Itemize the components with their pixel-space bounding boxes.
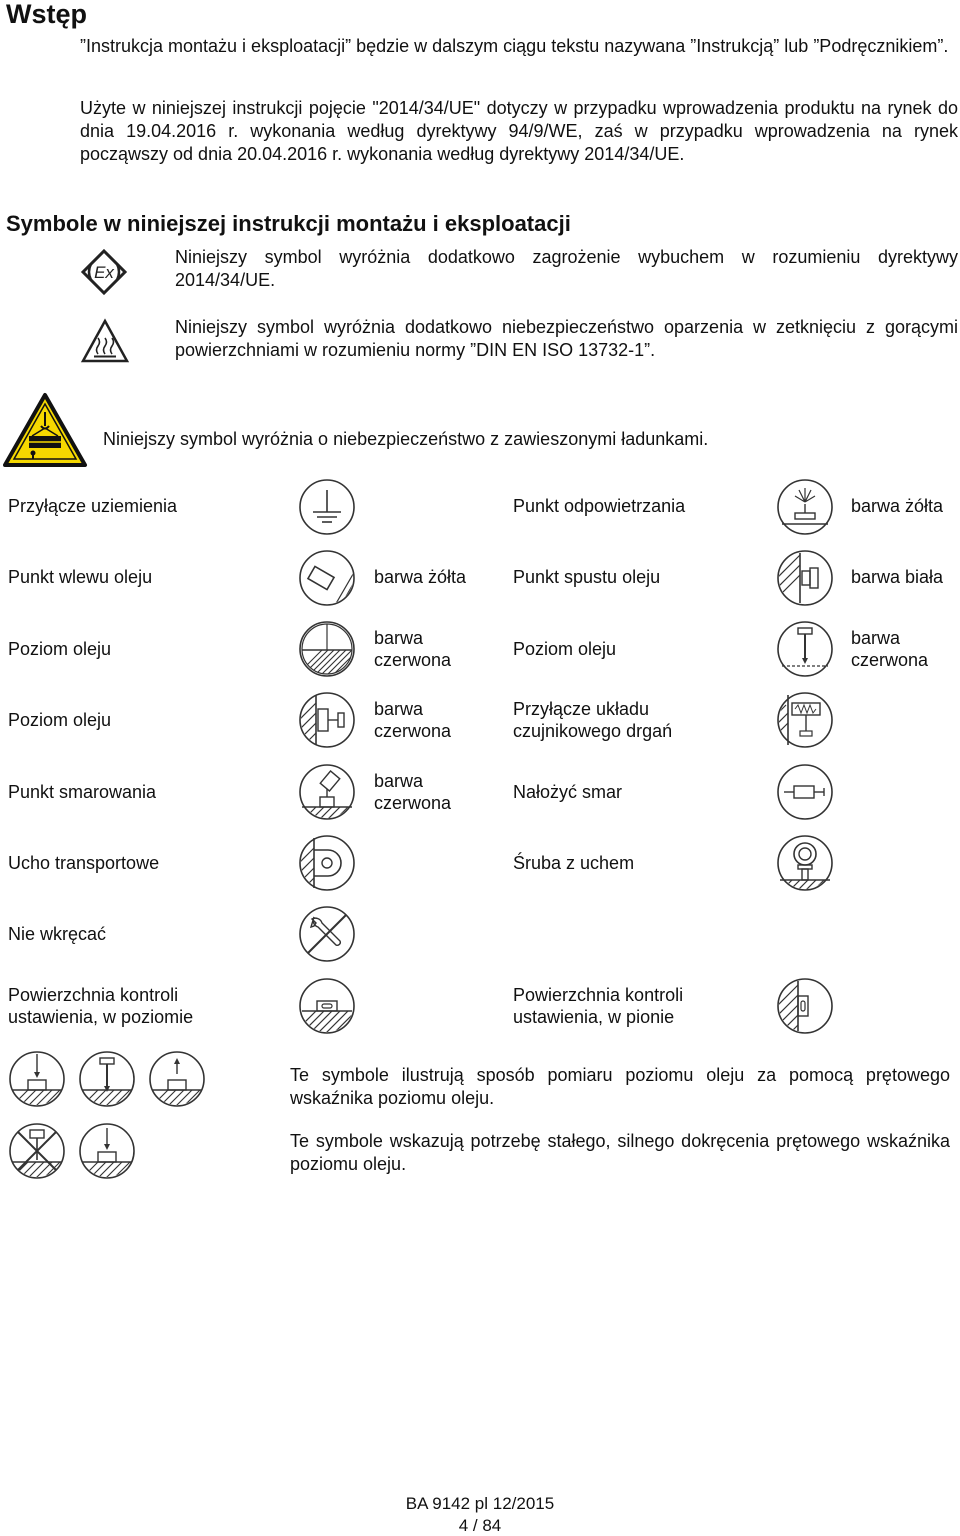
label-vibration-sensor-connection: Przyłącze układu czujnikowego drgań [513, 699, 673, 741]
oil-drain-icon [776, 549, 834, 607]
oil-level-tube-color-note: barwa czerwona [374, 699, 452, 741]
dipstick-measure-icon-3 [148, 1050, 206, 1108]
ex-explosion-icon [80, 248, 128, 296]
dipstick-measure-icon-2 [78, 1050, 136, 1108]
label-vertical-alignment-surface: Powierzchnia kontroli ustawienia, w pionie [513, 985, 684, 1027]
oil-level-tube-icon [298, 691, 356, 749]
eye-bolt-icon [776, 834, 834, 892]
earthing-icon [298, 478, 356, 536]
label-oil-level-tube: Poziom oleju [8, 710, 112, 730]
dipstick-tighten-icon [78, 1122, 136, 1180]
ex-symbol-description: Niniejszy symbol wyróżnia dodatkowo zagrożenie wybuchem w rozumieniu dyrektywy 2014/34/UE. [175, 247, 958, 290]
page-title: Wstęp [6, 0, 87, 29]
intro-paragraph-2: Użyte w niniejszej instrukcji pojęcie "2014/34/UE" dotyczy w przypadku wprowadzenia produktu na rynek do dnia 19.04.2016 r. wykonania według dyrektywy 94/9/WE, zaś w przypadku wprowadzenia na rynek począwszy od dnia 20.04.2016 r. wykonania według dyrektywy 2014/34/UE. [80, 98, 958, 164]
suspended-load-warning-icon [2, 392, 88, 468]
label-oil-level-dipstick: Poziom oleju [513, 639, 617, 659]
intro-paragraph-1: ”Instrukcja montażu i eksploatacji” będzie w dalszym ciągu tekstu nazywana ”Instrukcją” lub ”Podręcznikiem”. [80, 36, 949, 56]
hot-surface-icon [80, 318, 130, 364]
label-do-not-screw-in: Nie wkręcać [8, 924, 107, 944]
symbols-section-title: Symbole w niniejszej instrukcji montażu i eksploatacji [6, 211, 571, 236]
label-lifting-lug: Ucho transportowe [8, 853, 160, 873]
svg-text:Ex: Ex [94, 263, 114, 282]
label-eye-bolt: Śruba z uchem [513, 853, 635, 873]
lifting-lug-icon [298, 834, 356, 892]
footer-page-number: 4 / 84 [458, 1516, 502, 1535]
label-lubrication-point: Punkt smarowania [8, 782, 157, 802]
vertical-alignment-icon [776, 977, 834, 1035]
label-horizontal-alignment-surface: Powierzchnia kontroli ustawienia, w poziomie [8, 985, 194, 1027]
lubrication-point-icon [298, 763, 356, 821]
label-oil-level-sight: Poziom oleju [8, 639, 112, 659]
oil-drain-color-note: barwa biała [851, 567, 944, 587]
oil-level-dipstick-icon [776, 620, 834, 678]
hot-surface-description: Niniejszy symbol wyróżnia dodatkowo niebezpieczeństwo oparzenia w zetknięciu z gorącymi powierzchniami w rozumieniu normy ”DIN EN ISO 13732-1”. [175, 317, 958, 360]
horizontal-alignment-icon [298, 977, 356, 1035]
do-not-screw-icon [298, 905, 356, 963]
dipstick-measure-description: Te symbole ilustrują sposób pomiaru poziomu oleju za pomocą prętowego wskaźnika poziomu oleju. [290, 1065, 950, 1108]
dipstick-tighten-description: Te symbole wskazują potrzebę stałego, silnego dokręcenia prętowego wskaźnika poziomu oleju. [290, 1131, 950, 1174]
dipstick-measure-icon-1 [8, 1050, 66, 1108]
oil-filler-icon [298, 549, 356, 607]
breather-color-note: barwa żółta [851, 496, 944, 516]
lubrication-point-color-note: barwa czerwona [374, 771, 452, 813]
breather-icon [776, 478, 834, 536]
label-apply-grease: Nałożyć smar [513, 782, 623, 802]
label-breather-point: Punkt odpowietrzania [513, 496, 686, 516]
label-oil-filler: Punkt wlewu oleju [8, 567, 153, 587]
dipstick-do-not-loosen-icon [8, 1122, 66, 1180]
oil-level-dipstick-color-note: barwa czerwona [851, 628, 929, 670]
label-earthing-point: Przyłącze uziemienia [8, 496, 178, 516]
apply-grease-icon [776, 763, 834, 821]
label-oil-drain: Punkt spustu oleju [513, 567, 661, 587]
vibration-sensor-icon [776, 691, 834, 749]
oil-level-sight-glass-icon [298, 620, 356, 678]
footer-document-id: BA 9142 pl 12/2015 [405, 1494, 555, 1513]
suspended-load-description: Niniejszy symbol wyróżnia o niebezpieczeństwo z zawieszonymi ładunkami. [103, 429, 709, 449]
oil-filler-color-note: barwa żółta [374, 567, 467, 587]
oil-level-sight-color-note: barwa czerwona [374, 628, 452, 670]
